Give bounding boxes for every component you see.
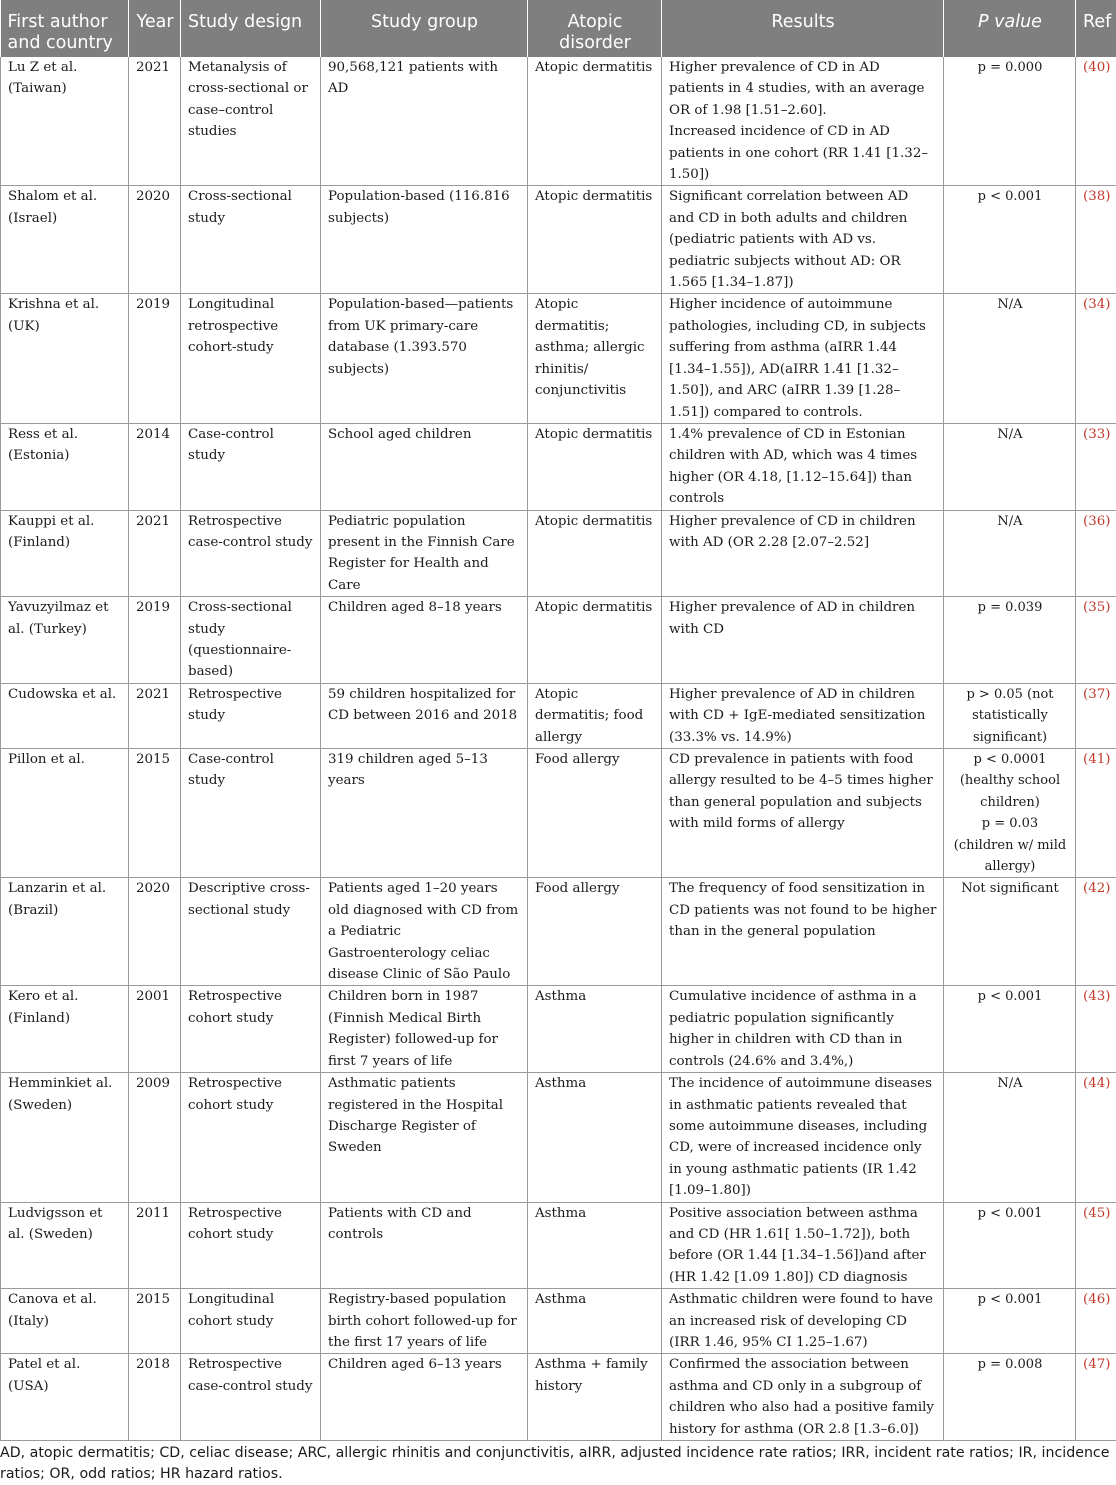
cell-year-text: 2015	[136, 752, 170, 767]
cell-author-text: Canova et al. (Italy)	[8, 1292, 97, 1328]
cell-results	[662, 57, 944, 186]
cell-year	[129, 423, 181, 510]
cell-atopic	[528, 597, 662, 684]
cell-ref-text[interactable]: (44)	[1083, 1076, 1111, 1091]
cell-results	[662, 294, 944, 423]
cell-group	[321, 423, 528, 510]
cell-pvalue-text: p = 0.039	[978, 600, 1043, 615]
footnote: AD, atopic dermatitis; CD, celiac disease; ARC, allergic rhinitis and conjunctivitis, aIRR, adjusted incidence rate ratios; IRR, incident rate ratios; IR, incidence ratios; OR, odd ratios; HR hazard ratios.	[0, 1441, 1116, 1485]
cell-results-text: 1.4% prevalence of CD in Estonian children with AD, which was 4 times higher (OR 4.18, [1.12–15.64]) than controls	[669, 427, 917, 506]
cell-group	[321, 1073, 528, 1202]
cell-results-text: Higher incidence of autoimmune pathologies, including CD, in subjects suffering from asthma (aIRR 1.44 [1.34–1.55]), AD(aIRR 1.41 [1.32–1.50]), and ARC (aIRR 1.39 [1.28–1.51]) compared to controls.	[669, 297, 926, 419]
cell-results-text: Confirmed the association between asthma and CD only in a subgroup of children who also had a positive family history for asthma (OR 2.8 [1.3–6.0])	[669, 1357, 934, 1436]
cell-author-text: Cudowska et al.	[8, 687, 116, 702]
cell-atopic-text: Atopic dermatitis	[535, 427, 652, 442]
cell-ref-text[interactable]: (41)	[1083, 752, 1111, 767]
cell-group-text: 59 children hospitalized for CD between 2016 and 2018	[328, 687, 517, 723]
cell-group	[321, 683, 528, 748]
cell-group-text: Population-based—patients from UK primary-care database (1.393.570 subjects)	[328, 297, 513, 376]
cell-year	[129, 1073, 181, 1202]
cell-results-text: The frequency of food sensitization in CD patients was not found to be higher than in the general population	[669, 881, 936, 939]
cell-group-text: Children aged 8–18 years	[328, 600, 502, 615]
table-row	[1, 186, 1116, 294]
cell-group	[321, 878, 528, 986]
cell-pvalue-text: N/A	[997, 297, 1022, 312]
cell-year	[129, 510, 181, 597]
cell-group	[321, 510, 528, 597]
cell-atopic-text: Atopic dermatitis	[535, 514, 652, 529]
cell-design	[181, 878, 321, 986]
cell-author-text: Kero et al. (Finland)	[8, 989, 78, 1025]
cell-author-text: Hemminkiet al. (Sweden)	[8, 1076, 112, 1112]
cell-atopic	[528, 294, 662, 423]
cell-results	[662, 878, 944, 986]
cell-atopic	[528, 749, 662, 878]
header-year: Year	[129, 0, 181, 57]
cell-ref-text[interactable]: (47)	[1083, 1357, 1111, 1372]
cell-author	[1, 186, 129, 294]
cell-results	[662, 1289, 944, 1354]
header-pvalue	[944, 0, 1076, 57]
cell-results	[662, 749, 944, 878]
cell-group-text: Pediatric population present in the Finnish Care Register for Health and Care	[328, 514, 515, 593]
cell-atopic-text: Atopic dermatitis	[535, 600, 652, 615]
cell-ref	[1076, 1073, 1116, 1202]
cell-atopic	[528, 878, 662, 986]
cell-year-text: 2020	[136, 189, 170, 204]
cell-author-text: Lanzarin et al. (Brazil)	[8, 881, 106, 917]
cell-results	[662, 186, 944, 294]
cell-pvalue-text: p < 0.001	[978, 189, 1043, 204]
cell-atopic-text: Asthma + family history	[535, 1357, 648, 1393]
cell-group	[321, 1202, 528, 1289]
cell-ref	[1076, 57, 1116, 186]
cell-pvalue	[944, 683, 1076, 748]
cell-group	[321, 57, 528, 186]
table-row	[1, 597, 1116, 684]
cell-ref	[1076, 1354, 1116, 1441]
cell-author	[1, 1354, 129, 1441]
cell-pvalue	[944, 597, 1076, 684]
cell-group	[321, 186, 528, 294]
cell-ref	[1076, 423, 1116, 510]
cell-design	[181, 597, 321, 684]
cell-year-text: 2001	[136, 989, 170, 1004]
cell-ref	[1076, 597, 1116, 684]
cell-pvalue	[944, 1073, 1076, 1202]
cell-results	[662, 1202, 944, 1289]
cell-ref	[1076, 878, 1116, 986]
cell-design-text: Case-control study	[188, 752, 274, 788]
cell-year	[129, 294, 181, 423]
cell-group-text: Population-based (116.816 subjects)	[328, 189, 510, 225]
cell-ref-text[interactable]: (46)	[1083, 1292, 1111, 1307]
cell-atopic	[528, 1073, 662, 1202]
cell-ref	[1076, 510, 1116, 597]
cell-group-text: Children aged 6–13 years	[328, 1357, 502, 1372]
cell-results-text: Asthmatic children were found to have an increased risk of developing CD (IRR 1.46, 95% CI 1.25–1.67)	[669, 1292, 933, 1350]
cell-design	[181, 683, 321, 748]
table-row	[1, 57, 1116, 186]
cell-design-text: Case-control study	[188, 427, 274, 463]
cell-year	[129, 878, 181, 986]
cell-atopic	[528, 986, 662, 1073]
header-design: Study design	[181, 0, 321, 57]
cell-atopic	[528, 1354, 662, 1441]
cell-atopic-text: Food allergy	[535, 881, 620, 896]
cell-year-text: 2009	[136, 1076, 170, 1091]
cell-design	[181, 1289, 321, 1354]
cell-atopic	[528, 57, 662, 186]
cell-design	[181, 423, 321, 510]
cell-pvalue	[944, 878, 1076, 986]
cell-year	[129, 186, 181, 294]
cell-author	[1, 986, 129, 1073]
cell-year	[129, 1202, 181, 1289]
cell-ref-text[interactable]: (34)	[1083, 297, 1111, 312]
cell-atopic	[528, 186, 662, 294]
cell-group-text: Registry-based population birth cohort followed-up for the first 17 years of life	[328, 1292, 517, 1350]
cell-pvalue	[944, 1289, 1076, 1354]
cell-ref	[1076, 1289, 1116, 1354]
cell-ref	[1076, 294, 1116, 423]
cell-author	[1, 423, 129, 510]
cell-year	[129, 749, 181, 878]
table-row	[1, 510, 1116, 597]
header-atopic: Atopic disorder	[528, 0, 662, 57]
table-row	[1, 1073, 1116, 1202]
cell-pvalue-text: p < 0.0001 (healthy school children) p = 0.03 (children w/ mild allergy)	[954, 752, 1066, 874]
cell-pvalue-text: Not significant	[961, 881, 1059, 896]
cell-author	[1, 510, 129, 597]
cell-design	[181, 986, 321, 1073]
table-row	[1, 683, 1116, 748]
cell-group-text: Patients aged 1–20 years old diagnosed with CD from a Pediatric Gastroenterology celiac disease Clinic of São Paulo	[328, 881, 518, 982]
cell-author	[1, 1289, 129, 1354]
table-row	[1, 749, 1116, 878]
cell-group-text: 90,568,121 patients with AD	[328, 60, 498, 96]
cell-design-text: Retrospective cohort study	[188, 1206, 282, 1242]
cell-ref-text[interactable]: (45)	[1083, 1206, 1111, 1221]
cell-results-text: The incidence of autoimmune diseases in asthmatic patients revealed that some autoimmune diseases, including CD, were of increased incidence only in young asthmatic patients (IR 1.42 [1.09–1.80])	[669, 1076, 932, 1198]
cell-author	[1, 1202, 129, 1289]
cell-atopic-text: Food allergy	[535, 752, 620, 767]
cell-pvalue-text: p < 0.001	[978, 989, 1043, 1004]
cell-author-text: Krishna et al. (UK)	[8, 297, 99, 333]
cell-atopic	[528, 683, 662, 748]
cell-design-text: Cross-sectional study	[188, 189, 292, 225]
cell-atopic-text: Asthma	[535, 1076, 586, 1091]
cell-year-text: 2019	[136, 600, 170, 615]
cell-design-text: Descriptive cross-sectional study	[188, 881, 310, 917]
table-row	[1, 1202, 1116, 1289]
cell-pvalue-text: p = 0.000	[978, 60, 1043, 75]
cell-pvalue	[944, 1354, 1076, 1441]
cell-author-text: Patel et al. (USA)	[8, 1357, 80, 1393]
header-ref: Ref	[1076, 0, 1116, 57]
cell-author-text: Kauppi et al. (Finland)	[8, 514, 94, 550]
cell-ref-text[interactable]: (35)	[1083, 600, 1111, 615]
header-pvalue-text: P value	[978, 12, 1042, 32]
cell-year-text: 2015	[136, 1292, 170, 1307]
cell-author	[1, 294, 129, 423]
cell-ref-text[interactable]: (37)	[1083, 687, 1111, 702]
cell-author-text: Ludvigsson et al. (Sweden)	[8, 1206, 103, 1242]
cell-ref	[1076, 986, 1116, 1073]
table-row	[1, 986, 1116, 1073]
cell-design-text: Cross-sectional study (questionnaire-based)	[188, 600, 292, 679]
cell-pvalue-text: N/A	[997, 427, 1022, 442]
cell-results-text: Cumulative incidence of asthma in a pediatric population significantly higher in children with CD than in controls (24.6% and 3.4%,)	[669, 989, 917, 1068]
cell-year-text: 2021	[136, 60, 170, 75]
cell-pvalue	[944, 186, 1076, 294]
header-row	[1, 0, 1116, 57]
cell-author	[1, 683, 129, 748]
cell-atopic-text: Asthma	[535, 1206, 586, 1221]
cell-atopic	[528, 510, 662, 597]
cell-ref	[1076, 1202, 1116, 1289]
cell-design	[181, 294, 321, 423]
cell-year-text: 2020	[136, 881, 170, 896]
cell-group	[321, 1289, 528, 1354]
cell-design-text: Retrospective study	[188, 687, 282, 723]
cell-pvalue-text: p < 0.001	[978, 1206, 1043, 1221]
cell-year	[129, 1354, 181, 1441]
cell-design	[181, 1202, 321, 1289]
cell-year-text: 2019	[136, 297, 170, 312]
cell-design	[181, 749, 321, 878]
cell-pvalue	[944, 294, 1076, 423]
table-body	[1, 57, 1116, 1441]
cell-atopic	[528, 1202, 662, 1289]
cell-ref-text[interactable]: (33)	[1083, 427, 1111, 442]
cell-atopic-text: Asthma	[535, 1292, 586, 1307]
cell-results-text: Higher prevalence of AD in children with CD + IgE-mediated sensitization (33.3% vs. 14.9%)	[669, 687, 925, 745]
table-row	[1, 294, 1116, 423]
cell-atopic-text: Asthma	[535, 989, 586, 1004]
cell-ref-text[interactable]: (42)	[1083, 881, 1111, 896]
header-group: Study group	[321, 0, 528, 57]
cell-author	[1, 597, 129, 684]
cell-group	[321, 1354, 528, 1441]
cell-pvalue-text: p = 0.008	[978, 1357, 1043, 1372]
cell-results	[662, 986, 944, 1073]
cell-ref-text[interactable]: (43)	[1083, 989, 1111, 1004]
cell-ref	[1076, 683, 1116, 748]
cell-pvalue	[944, 57, 1076, 186]
cell-results-text: Higher prevalence of AD in children with CD	[669, 600, 915, 636]
cell-year-text: 2014	[136, 427, 170, 442]
cell-author-text: Lu Z et al. (Taiwan)	[8, 60, 77, 96]
cell-atopic-text: Atopic dermatitis; asthma; allergic rhinitis/ conjunctivitis	[535, 297, 645, 398]
cell-year	[129, 597, 181, 684]
cell-pvalue	[944, 749, 1076, 878]
cell-ref-text[interactable]: (38)	[1083, 189, 1111, 204]
cell-year-text: 2018	[136, 1357, 170, 1372]
cell-design	[181, 1354, 321, 1441]
cell-atopic	[528, 423, 662, 510]
cell-author-text: Ress et al. (Estonia)	[8, 427, 78, 463]
cell-results-text: Significant correlation between AD and CD in both adults and children (pediatric patients with AD vs. pediatric subjects without AD: OR 1.565 [1.34–1.87])	[669, 189, 908, 290]
cell-group-text: Patients with CD and controls	[328, 1206, 472, 1242]
cell-author-text: Yavuzyilmaz et al. (Turkey)	[8, 600, 108, 636]
cell-design	[181, 57, 321, 186]
cell-design-text: Retrospective cohort study	[188, 989, 282, 1025]
cell-design-text: Retrospective cohort study	[188, 1076, 282, 1112]
cell-ref	[1076, 749, 1116, 878]
cell-author-text: Pillon et al.	[8, 752, 85, 767]
cell-ref-text[interactable]: (40)	[1083, 60, 1111, 75]
cell-results	[662, 683, 944, 748]
cell-results-text: Higher prevalence of CD in AD patients in 4 studies, with an average OR of 1.98 [1.51–2.60]. Increased incidence of CD in AD patients in one cohort (RR 1.41 [1.32–1.50])	[669, 60, 928, 182]
cell-group-text: Children born in 1987 (Finnish Medical Birth Register) followed-up for first 7 years of life	[328, 989, 498, 1068]
cell-group	[321, 294, 528, 423]
cell-author-text: Shalom et al. (Israel)	[8, 189, 97, 225]
cell-design-text: Longitudinal retrospective cohort-study	[188, 297, 278, 355]
cell-design-text: Retrospective case-control study	[188, 514, 312, 550]
cell-pvalue-text: N/A	[997, 514, 1022, 529]
cell-results	[662, 510, 944, 597]
cell-atopic-text: Atopic dermatitis	[535, 60, 652, 75]
cell-design	[181, 1073, 321, 1202]
cell-ref	[1076, 186, 1116, 294]
table-row	[1, 1289, 1116, 1354]
table-row	[1, 1354, 1116, 1441]
cell-pvalue	[944, 1202, 1076, 1289]
cell-results	[662, 1073, 944, 1202]
cell-results-text: CD prevalence in patients with food allergy resulted to be 4–5 times higher than general population and subjects with mild forms of allergy	[669, 752, 933, 831]
cell-ref-text[interactable]: (36)	[1083, 514, 1111, 529]
cell-group	[321, 597, 528, 684]
cell-atopic-text: Atopic dermatitis; food allergy	[535, 687, 643, 745]
cell-year-text: 2021	[136, 687, 170, 702]
cell-author	[1, 878, 129, 986]
table-row	[1, 878, 1116, 986]
cell-pvalue	[944, 510, 1076, 597]
cell-pvalue-text: N/A	[997, 1076, 1022, 1091]
cell-results	[662, 1354, 944, 1441]
cell-year	[129, 986, 181, 1073]
cell-atopic-text: Atopic dermatitis	[535, 189, 652, 204]
cell-results	[662, 423, 944, 510]
cell-pvalue	[944, 986, 1076, 1073]
cell-design-text: Longitudinal cohort study	[188, 1292, 274, 1328]
cell-group	[321, 986, 528, 1073]
cell-group-text: Asthmatic patients registered in the Hospital Discharge Register of Sweden	[328, 1076, 503, 1155]
table-row	[1, 423, 1116, 510]
cell-year-text: 2021	[136, 514, 170, 529]
cell-design-text: Metanalysis of cross-sectional or case–control studies	[188, 60, 308, 139]
cell-results	[662, 597, 944, 684]
cell-group-text: School aged children	[328, 427, 471, 442]
cell-group	[321, 749, 528, 878]
cell-author	[1, 749, 129, 878]
cell-design	[181, 186, 321, 294]
cell-year	[129, 683, 181, 748]
cell-design	[181, 510, 321, 597]
cell-pvalue-text: p < 0.001	[978, 1292, 1043, 1307]
cell-author	[1, 57, 129, 186]
cell-pvalue	[944, 423, 1076, 510]
cell-design-text: Retrospective case-control study	[188, 1357, 312, 1393]
cell-group-text: 319 children aged 5–13 years	[328, 752, 488, 788]
cell-atopic	[528, 1289, 662, 1354]
header-author: First author and country	[1, 0, 129, 57]
cell-pvalue-text: p > 0.05 (not statistically significant)	[966, 687, 1053, 745]
cell-year	[129, 1289, 181, 1354]
cell-results-text: Higher prevalence of CD in children with AD (OR 2.28 [2.07–2.52]	[669, 514, 916, 550]
cell-year	[129, 57, 181, 186]
cell-author	[1, 1073, 129, 1202]
cell-results-text: Positive association between asthma and CD (HR 1.61[ 1.50–1.72]), both before (OR 1.44 [1.34–1.56])and after (HR 1.42 [1.09 1.80]) CD diagnosis	[669, 1206, 926, 1285]
cell-year-text: 2011	[136, 1206, 170, 1221]
header-results: Results	[662, 0, 944, 57]
